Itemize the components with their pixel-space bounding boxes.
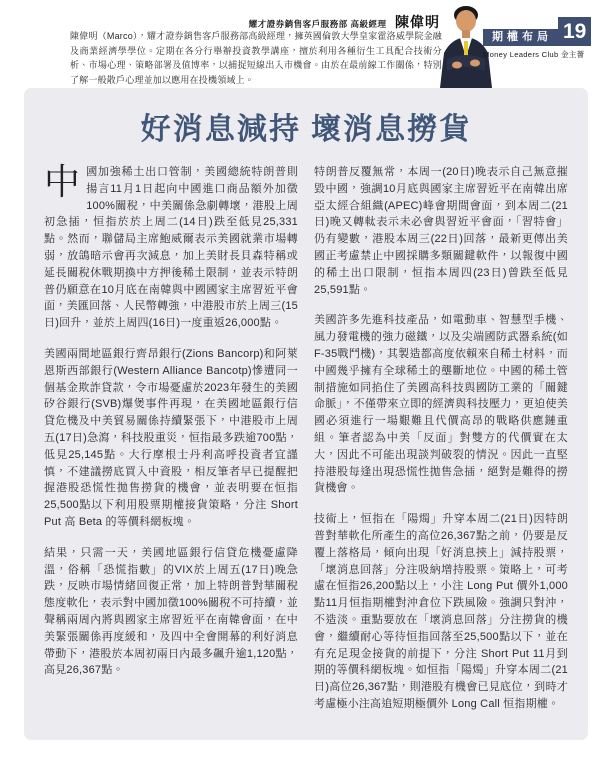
section-badge-boxes (483, 17, 595, 46)
paragraph: 美國兩間地區銀行齊昂銀行(Zions Bancorp)和阿萊恩斯西部銀行(Western Alliance Bancotp)慘遭同一個基金欺詐貸款，令市場憂慮於2023年發生的美國矽谷銀行(SVB)爆煲事件再現，在美國地區銀行信貸危機及中美貿易關係持續緊張下，中港股市上周五(17日)急瀉，科技股重災，恒指最多跌逾700點，低見25,145點。大行摩根士丹利高呼投資者宜謹慎，不建議撈底買入中資股，相反筆者早已提醒把握港股恐慌性拋售撈貨的機會，並表明要在恒指25,500點以下利用股票期權接貨策略，分注 Short Put 高 Beta 的等價科網板塊。 (44, 347, 298, 528)
author-bio: 陳偉明（Marco），耀才證券銷售客戶服務部高級經理，擁英國倫敦大學皇家霍洛威學院金融及商業經濟學學位。定期在各分行舉辦投資教學講座，擅於利用各種衍生工具配合技術分析、市場心理、策略部署及值博率，以捕捉短線出入市機會。由於在最前線工作關係，特別了解一般散戶心理並加以應用在投機領域上。 (70, 31, 442, 85)
article-title: 好消息減持 壞消息撈貨 (140, 113, 472, 146)
author-role: 耀才證券銷售客戶服務部 高級經理 (248, 19, 387, 29)
drop-cap: 中 (44, 161, 81, 202)
left-column (44, 161, 298, 727)
article-panel (24, 88, 588, 740)
paragraph-text: 國加強稀土出口管制，美國總統特朗普則揚言11月1日起向中國進口商品額外加徵100%關稅，中美關係急劇轉壞，港股上周初急插，恒指於於上周二(14日)跌至低見25,331點。然而，聯儲局主席鮑威爾表示美國就業市場轉弱，放鴿暗示會再次減息，加上美財長貝森特稱或延長關稅休戰期換中方押後稀土限制，並表示特朗普仍願意在10月底在南韓與中國國家主席習近平會面，美匯回落、人民幣轉強，中港股市於上周三(15日)回升，並於上周四(16日)一度重返26,000點。 (44, 166, 298, 330)
section-badge-group (483, 17, 595, 60)
paragraph: 特朗普反覆無常，本周一(20日)晚表示自己無意摧毀中國，強調10月底與國家主席習近平在南韓出席亞太經合組織(APEC)峰會期間會面，到本周二(21日)晚又轉軚表示未必會與習近平會面，「習特會」仍有變數，港股本周三(22日)回落，最新更傳出美國正考慮禁止中國採購多類關鍵軟件，以報復中國的稀土出口限制，恒指本周四(23日)曾跌至低見25,591點。 (314, 166, 568, 296)
paragraph: 美國許多先進科技產品，如電動車、智慧型手機、風力發電機的強力磁鐵，以及尖端國防武器系統(如F-35戰鬥機)，其製造都高度依賴來自稀土材料，而中國幾乎擁有全球稀土的壟斷地位。中國的稀土管制措施如同掐住了美國高科技與國防工業的「關鍵命脈」，不僅帶來立即的經濟與科技壓力，更迫使美國必須進行一場艱難且代價高昂的戰略供應鏈重組。筆者認為中美「反面」對雙方的代價實在太大，因此不可能出現談判破裂的情況。因此一直堅持港股每逢出現恐慌性拋售急插，絕對是難得的撈貨機會。 (314, 314, 568, 495)
club-caption: Money Leaders Club 金主薈 (483, 50, 585, 59)
article-columns (44, 161, 568, 727)
section-badge: 期權布局 (483, 29, 558, 46)
page-number: 19 (558, 17, 591, 46)
paragraph: 技術上，恒指在「陽燭」升穿本周二(21日)因特朗普對華軟化所產生的高位26,367點之前，仍要是反覆上落格局，傾向出現「好消息挾上」減持股票，「壞消息回落」分注吸納增持股票。策略上，可考慮在恒指26,200點以上，小注 Long Put 價外1,000點11月恒指期權對沖倉位下跌風險。強調只對沖，不造淡。重點要放在「壞消息回落」分注撈貨的機會，繼續耐心等待恒指回落至25,500點以下，並在有充足現金接貨的前提下，分注 Short Put 11月到期的等價科網板塊。如恒指「陽燭」升穿本周二(21日)高位26,367點，則港股有機會已見底位，到時才考慮極小注高追短期極價外 Long Call 恒指期權。 (314, 513, 568, 710)
paragraph: 結果，只需一天，美國地區銀行信貸危機憂慮降溫，俗稱「恐慌指數」的VIX於上周五(17日)晚急跌，反映市場情緒回復正常，加上特朗普對華關稅態度軟化，表示對中國加徵100%關稅不可持續，並聲稱兩周內將與國家主席習近平在南韓會面，在中美緊張關係再度緩和，及四中全會開幕的利好消息帶動下，港股於本周初兩日內最多飆升逾1,120點，高見26,367點。 (44, 546, 298, 677)
author-name: 陳偉明 (395, 14, 440, 30)
right-column (314, 164, 568, 727)
page-header (0, 0, 612, 88)
paragraph (44, 161, 298, 332)
